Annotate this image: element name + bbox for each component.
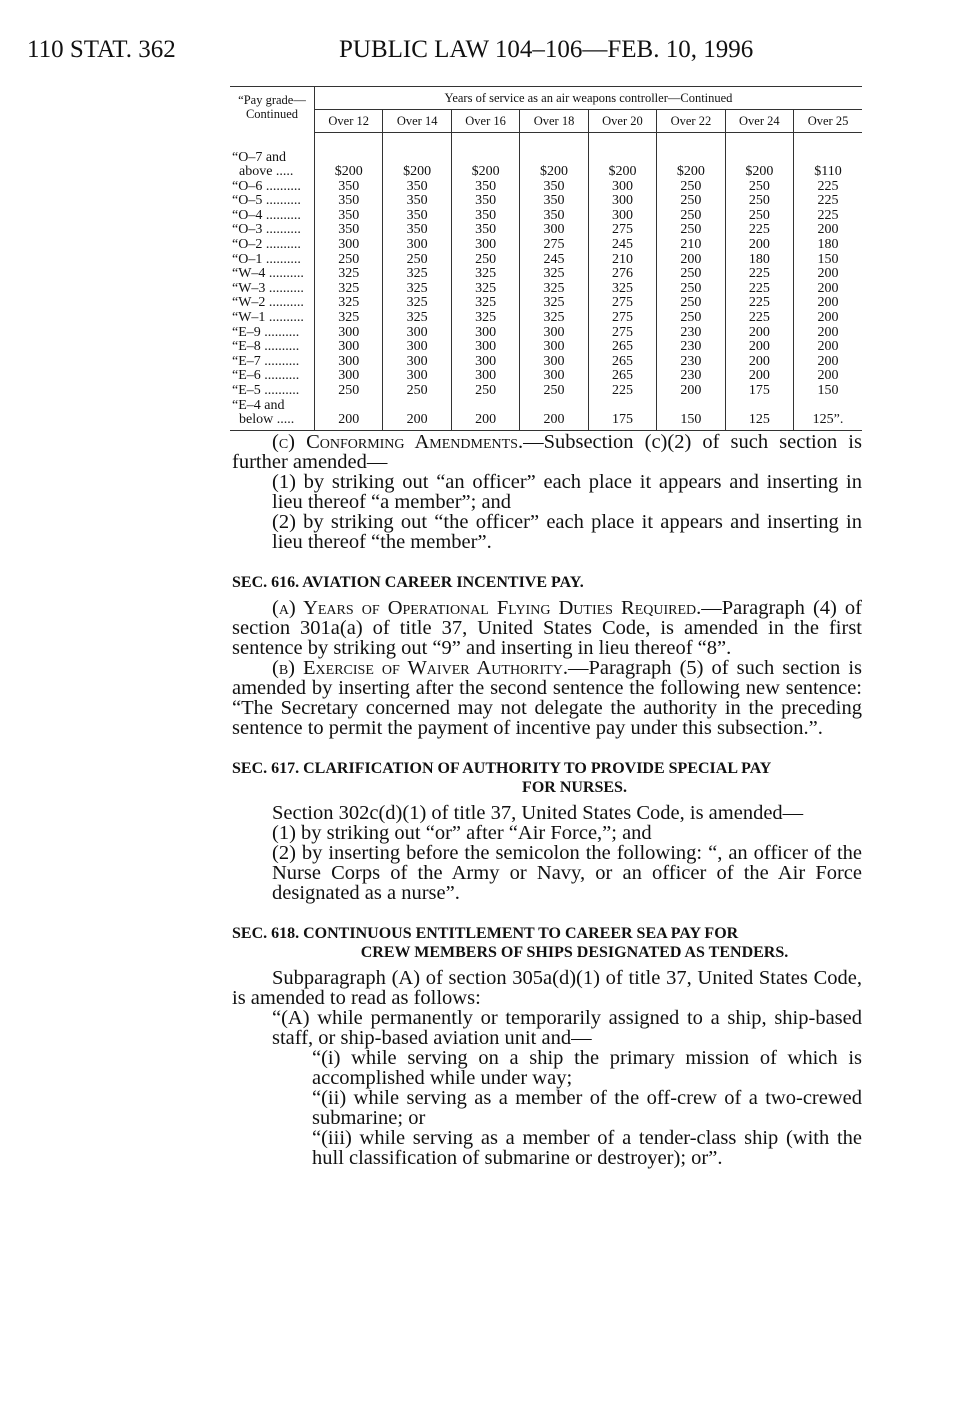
sec-616-a-label: (a) Years of Operational Flying Duties Required.	[272, 597, 702, 619]
pay-value-cell: 300	[315, 326, 383, 341]
sec-617-heading	[232, 759, 862, 797]
pay-value-cell: 325	[520, 311, 588, 326]
pay-grade-label: “O–6 ..........	[232, 178, 301, 194]
pay-grade-label: “E–5 ..........	[232, 383, 300, 398]
pay-grade-label: “O–1 ..........	[232, 251, 301, 267]
sec-617-heading-line1: SEC. 617. CLARIFICATION OF AUTHORITY TO PROVIDE SPECIAL PAY	[232, 760, 772, 777]
pay-value-cell: 250	[657, 194, 725, 209]
pay-value-cell: 300	[588, 209, 656, 224]
pay-value-cell: 325	[383, 296, 451, 311]
pay-value-cell: 225	[725, 223, 793, 238]
pay-value-cell: 300	[451, 326, 519, 341]
pay-value-cell: 200	[725, 326, 793, 341]
pay-value-cell: 250	[725, 209, 793, 224]
pay-value-cell: 150	[794, 384, 862, 399]
pay-value-cell: 325	[451, 296, 519, 311]
sec-618-heading-line1: SEC. 618. CONTINUOUS ENTITLEMENT TO CAREER SEA PAY FOR	[232, 925, 739, 942]
pay-value-cell: 230	[657, 355, 725, 370]
table-row	[230, 267, 862, 282]
pay-value-cell: 350	[315, 209, 383, 224]
pay-value-cell: 225	[588, 384, 656, 399]
pay-grade-label: “W–3 ..........	[232, 280, 304, 296]
column-header: Over 18	[520, 110, 588, 133]
sec-618-heading	[232, 924, 862, 962]
pay-value-cell: 200	[725, 238, 793, 253]
pay-value-cell: 325	[315, 267, 383, 282]
pay-value-cell: 300	[315, 369, 383, 384]
sec-618-intro: Subparagraph (A) of section 305a(d)(1) of title 37, United States Code, is amended to read as follows:	[232, 967, 862, 1009]
pay-value-cell: 200	[725, 340, 793, 355]
pay-value-cell: 250	[383, 253, 451, 268]
pay-value-cell: 250	[657, 311, 725, 326]
pay-value-cell: 210	[588, 253, 656, 268]
pay-value-cell: 325	[383, 311, 451, 326]
pay-value-cell: 300	[451, 340, 519, 355]
table-row	[230, 296, 862, 311]
pay-value-cell: 300	[315, 340, 383, 355]
pay-value-cell: 225	[725, 296, 793, 311]
conforming-item-1: (1) by striking out “an officer” each place it appears and inserting in lieu thereof “a member”; and	[272, 471, 862, 513]
pay-value-cell: 245	[520, 253, 588, 268]
sec-618-subitem-i: “(i) while serving on a ship the primary mission of which is accomplished while under way;	[312, 1047, 862, 1089]
pay-grade-label: “W–1 ..........	[232, 310, 304, 326]
pay-grade-cell	[230, 340, 315, 355]
pay-value-cell: 300	[520, 355, 588, 370]
table-row	[230, 384, 862, 399]
pay-value-cell: $110	[794, 133, 862, 180]
pay-value-cell: $200	[383, 133, 451, 180]
pay-value-cell: 350	[315, 180, 383, 195]
pay-value-cell: 325	[315, 282, 383, 297]
pay-value-cell: 275	[520, 238, 588, 253]
pay-grade-label: “E–9 ..........	[232, 324, 300, 340]
pay-value-cell: 300	[451, 238, 519, 253]
pay-grade-cell	[230, 267, 315, 282]
pay-grade-label: “E–7 ..........	[232, 353, 300, 369]
pay-value-cell: 325	[520, 282, 588, 297]
table-row	[230, 355, 862, 370]
pay-value-cell: 350	[383, 194, 451, 209]
pay-grade-label: “E–4 and	[232, 397, 285, 413]
pay-value-cell: 275	[588, 296, 656, 311]
column-header: Over 16	[451, 110, 519, 133]
pay-grade-label-continued: below .....	[232, 412, 295, 428]
table-row	[230, 340, 862, 355]
sec-616-b-text: —Paragraph (5) of such section is amended by inserting after the second sentence the following new sentence: “The Secretary concerned may not delegate the authority in the preceding sentence to permit the payment of incentive pay under this subsection.”.	[232, 657, 862, 739]
sec-617-item-1: (1) by striking out “or” after “Air Force,”; and	[272, 822, 652, 844]
pay-grade-cell	[230, 399, 315, 431]
pay-value-cell: 200	[794, 311, 862, 326]
pay-value-cell: 325	[451, 311, 519, 326]
sec-618-heading-line2: CREW MEMBERS OF SHIPS DESIGNATED AS TENDERS.	[360, 944, 789, 961]
pay-value-cell: 300	[520, 369, 588, 384]
pay-grade-label: “O–5 ..........	[232, 193, 301, 209]
table-row	[230, 369, 862, 384]
pay-value-cell: $200	[588, 133, 656, 180]
pay-value-cell: 300	[451, 369, 519, 384]
pay-value-cell: 300	[451, 355, 519, 370]
pay-value-cell: 325	[383, 282, 451, 297]
column-header: Over 22	[657, 110, 725, 133]
pay-value-cell: 300	[315, 355, 383, 370]
pay-value-cell: 300	[588, 180, 656, 195]
pay-value-cell: 300	[383, 369, 451, 384]
pay-grade-cell	[230, 326, 315, 341]
pay-grade-cell	[230, 369, 315, 384]
pay-value-cell: 175	[725, 384, 793, 399]
pay-value-cell: 275	[588, 223, 656, 238]
pay-value-cell: 265	[588, 340, 656, 355]
pay-value-cell: 230	[657, 340, 725, 355]
pay-value-cell: 325	[451, 267, 519, 282]
pay-value-cell: 300	[383, 326, 451, 341]
pay-value-cell: 245	[588, 238, 656, 253]
table-row	[230, 194, 862, 209]
pay-value-cell: 225	[725, 311, 793, 326]
pay-value-cell: 350	[520, 194, 588, 209]
pay-value-cell: 350	[451, 223, 519, 238]
pay-value-cell: 350	[451, 180, 519, 195]
pay-grade-cell	[230, 180, 315, 195]
pay-value-cell: 250	[451, 384, 519, 399]
pay-table-body	[230, 133, 862, 431]
pay-value-cell: 275	[588, 326, 656, 341]
pay-grade-cell	[230, 384, 315, 399]
pay-value-cell: 200	[794, 223, 862, 238]
pay-value-cell: 225	[725, 267, 793, 282]
column-header-row	[230, 110, 862, 133]
pay-value-cell: 230	[657, 369, 725, 384]
conforming-amendments-label: (c) Conforming Amendments.	[272, 431, 524, 453]
pay-value-cell: 225	[794, 194, 862, 209]
pay-value-cell: 125	[725, 399, 793, 431]
pay-value-cell: 300	[520, 340, 588, 355]
column-header: Over 24	[725, 110, 793, 133]
pay-value-cell: 200	[794, 267, 862, 282]
pay-value-cell: 250	[657, 180, 725, 195]
conforming-amendments-text: —Subsection (c)(2) of such section is further amended—	[232, 431, 862, 473]
pay-value-cell: 200	[383, 399, 451, 431]
pay-value-cell: 180	[725, 253, 793, 268]
pay-value-cell: 200	[657, 384, 725, 399]
pay-value-cell: 350	[383, 180, 451, 195]
pay-value-cell: 325	[315, 296, 383, 311]
pay-value-cell: 250	[657, 223, 725, 238]
pay-value-cell: 180	[794, 238, 862, 253]
pay-value-cell: 350	[451, 209, 519, 224]
pay-value-cell: 250	[657, 296, 725, 311]
pay-value-cell: 250	[383, 384, 451, 399]
pay-value-cell: $200	[657, 133, 725, 180]
pay-value-cell: 200	[794, 355, 862, 370]
table-row	[230, 209, 862, 224]
pay-value-cell: 250	[657, 282, 725, 297]
sec-617-intro: Section 302c(d)(1) of title 37, United States Code, is amended—	[272, 802, 804, 824]
pay-value-cell: 265	[588, 369, 656, 384]
pay-grade-cell	[230, 194, 315, 209]
pay-value-cell: 200	[520, 399, 588, 431]
pay-value-cell: 350	[520, 180, 588, 195]
pay-value-cell: 200	[725, 369, 793, 384]
pay-value-cell: $200	[725, 133, 793, 180]
pay-value-cell: 225	[794, 180, 862, 195]
table-row	[230, 133, 862, 180]
pay-value-cell: 200	[725, 355, 793, 370]
pay-value-cell: 150	[657, 399, 725, 431]
pay-grade-cell	[230, 133, 315, 180]
pay-grade-cell	[230, 223, 315, 238]
table-row	[230, 311, 862, 326]
sec-618-subitem-ii: “(ii) while serving as a member of the off-crew of a two-crewed submarine; or	[312, 1087, 862, 1129]
pay-value-cell: 150	[794, 253, 862, 268]
pay-value-cell: 225	[725, 282, 793, 297]
table-row	[230, 180, 862, 195]
table-row	[230, 399, 862, 431]
pay-value-cell: 275	[588, 311, 656, 326]
page-reference: 110 STAT. 362	[27, 36, 176, 63]
pay-value-cell: 230	[657, 326, 725, 341]
pay-value-cell: 325	[588, 282, 656, 297]
pay-value-cell: 300	[383, 340, 451, 355]
pay-value-cell: 200	[451, 399, 519, 431]
pay-value-cell: 225	[794, 209, 862, 224]
table-row	[230, 253, 862, 268]
sec-616-b-label: (b) Exercise of Waiver Authority.	[272, 657, 568, 679]
pay-value-cell: 350	[520, 209, 588, 224]
sec-616-a-text: —Paragraph (4) of section 301a(a) of title 37, United States Code, is amended in the first sentence by striking out “9” and inserting in lieu thereof “8”.	[232, 597, 862, 659]
pay-value-cell: 300	[520, 223, 588, 238]
pay-value-cell: 250	[451, 253, 519, 268]
pay-table	[230, 86, 862, 431]
pay-value-cell: 350	[315, 194, 383, 209]
pay-value-cell: 350	[451, 194, 519, 209]
sec-616-a	[232, 598, 862, 658]
pay-value-cell: 350	[383, 209, 451, 224]
pay-grade-label: “O–7 and	[232, 149, 287, 165]
table-row	[230, 326, 862, 341]
pay-value-cell: 300	[588, 194, 656, 209]
pay-value-cell: 250	[315, 384, 383, 399]
conforming-amendments-lead	[232, 432, 862, 472]
sec-617-item-2: (2) by inserting before the semicolon the following: “, an officer of the Nurse Corps of the Army or Navy, or an officer of the Air Force designated as a nurse”.	[272, 842, 862, 904]
pay-value-cell: 250	[315, 253, 383, 268]
column-header: Over 14	[383, 110, 451, 133]
pay-value-cell: 300	[383, 238, 451, 253]
pay-value-cell: $200	[315, 133, 383, 180]
pay-grade-cell	[230, 355, 315, 370]
pay-value-cell: 250	[725, 180, 793, 195]
pay-value-cell: 200	[315, 399, 383, 431]
pay-grade-cell	[230, 209, 315, 224]
pay-value-cell: 325	[520, 267, 588, 282]
page-header	[27, 34, 932, 66]
pay-grade-label: “W–4 ..........	[232, 266, 304, 282]
pay-value-cell: 276	[588, 267, 656, 282]
body-text	[232, 432, 862, 1168]
pay-value-cell: 350	[383, 223, 451, 238]
pay-value-cell: 300	[315, 238, 383, 253]
pay-grade-label: “O–4 ..........	[232, 207, 301, 223]
table-row	[230, 282, 862, 297]
column-header: Over 25	[794, 110, 862, 133]
column-header: Over 12	[315, 110, 383, 133]
pay-value-cell: 300	[383, 355, 451, 370]
pay-value-cell: 250	[725, 194, 793, 209]
pay-grade-cell	[230, 238, 315, 253]
pay-grade-label: “O–3 ..........	[232, 222, 301, 238]
pay-grade-label: “W–2 ..........	[232, 295, 304, 311]
pay-value-cell: 250	[520, 384, 588, 399]
pay-value-cell: 300	[520, 326, 588, 341]
pay-value-cell: $200	[451, 133, 519, 180]
pay-value-cell: 200	[657, 253, 725, 268]
pay-value-cell: 250	[657, 267, 725, 282]
pay-value-cell: 200	[794, 340, 862, 355]
pay-value-cell: 325	[451, 282, 519, 297]
pay-grade-cell	[230, 311, 315, 326]
pay-value-cell: 200	[794, 282, 862, 297]
years-of-service-header: Years of service as an air weapons controller—Continued	[315, 87, 863, 110]
pay-grade-label: “E–8 ..........	[232, 339, 300, 355]
pay-value-cell: 200	[794, 369, 862, 384]
pay-value-cell: 325	[520, 296, 588, 311]
pay-value-cell: 265	[588, 355, 656, 370]
column-header: Over 20	[588, 110, 656, 133]
pay-value-cell: 325	[383, 267, 451, 282]
table-row	[230, 238, 862, 253]
pay-value-cell: 250	[657, 209, 725, 224]
sec-618-subitem-iii: “(iii) while serving as a member of a tender-class ship (with the hull classification of submarine or destroyer); or”.	[312, 1127, 862, 1169]
pay-grade-label: “O–2 ..........	[232, 237, 301, 253]
pay-grade-label-continued: above .....	[232, 164, 294, 180]
pay-grade-cell	[230, 253, 315, 268]
pay-value-cell: 175	[588, 399, 656, 431]
sec-617-heading-line2: FOR NURSES.	[522, 779, 627, 796]
table-row	[230, 223, 862, 238]
pay-value-cell: $200	[520, 133, 588, 180]
pay-value-cell: 210	[657, 238, 725, 253]
pay-grade-header: “Pay grade—Continued	[230, 87, 315, 133]
pay-value-cell: 200	[794, 296, 862, 311]
sec-616-heading: SEC. 616. AVIATION CAREER INCENTIVE PAY.	[232, 574, 584, 591]
pay-value-cell: 125”.	[794, 399, 862, 431]
sec-616-b	[232, 658, 862, 738]
pay-value-cell: 350	[315, 223, 383, 238]
pay-value-cell: 325	[315, 311, 383, 326]
pay-grade-cell	[230, 296, 315, 311]
pay-value-cell: 200	[794, 326, 862, 341]
conforming-item-2: (2) by striking out “the officer” each place it appears and inserting in lieu thereof “the member”.	[272, 511, 862, 553]
pay-grade-label: “E–6 ..........	[232, 368, 300, 384]
law-title: PUBLIC LAW 104–106—FEB. 10, 1996	[339, 36, 754, 63]
pay-grade-cell	[230, 282, 315, 297]
sec-618-item-a: “(A) while permanently or temporarily assigned to a ship, ship-based staff, or ship-based aviation unit and—	[272, 1007, 862, 1049]
